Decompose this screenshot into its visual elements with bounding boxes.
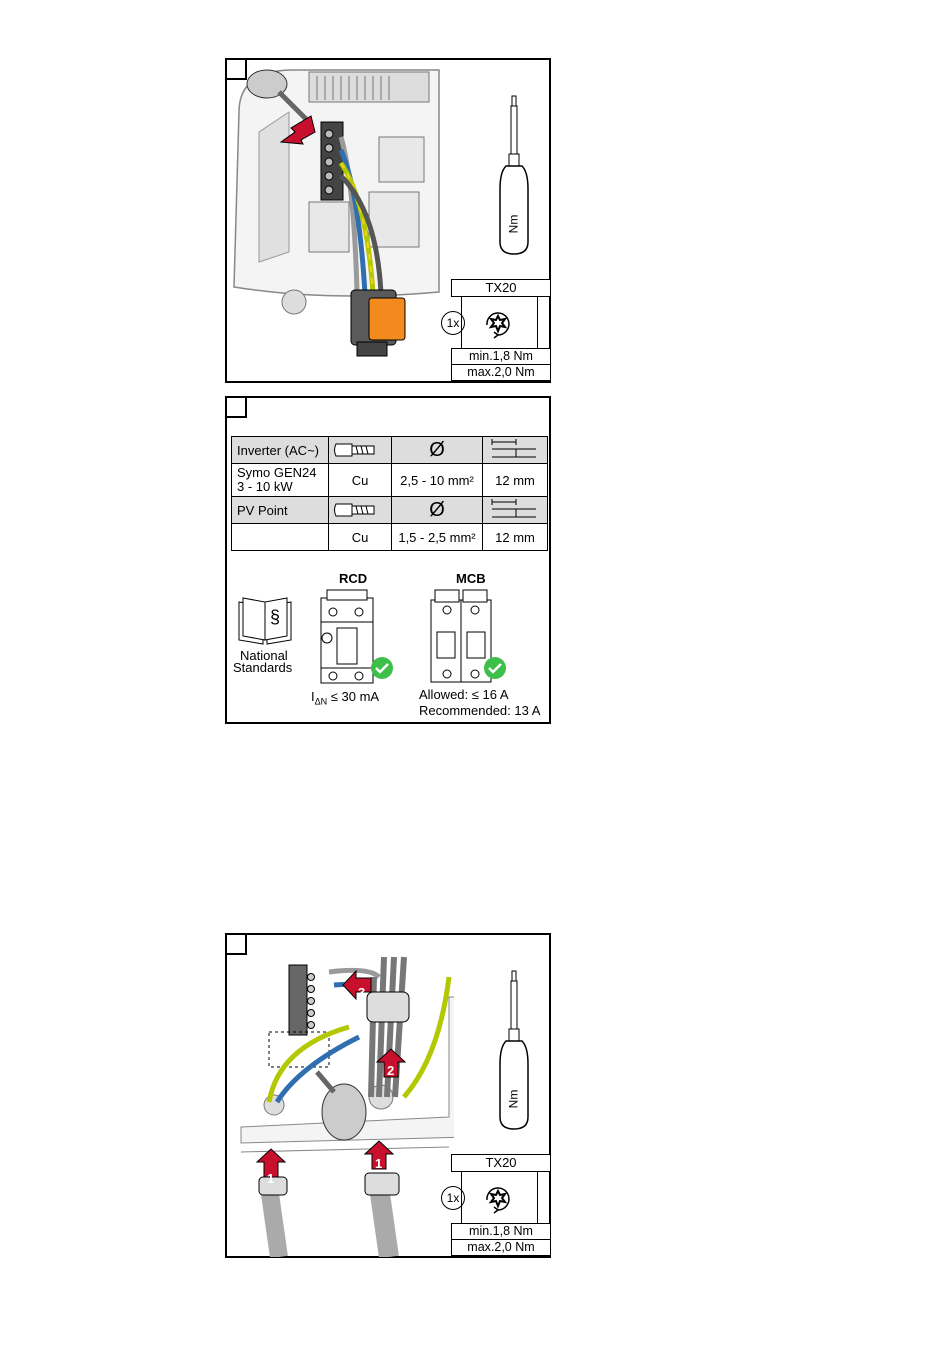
step-panel-wiring — [225, 58, 551, 383]
arrow-step-3: 3 — [358, 985, 366, 1000]
cross-section-cell: 1,5 - 2,5 mm² — [392, 524, 483, 551]
cable-routing-illustration — [229, 937, 454, 1257]
table-row — [232, 437, 548, 464]
torque-max: max.2,0 Nm — [451, 1239, 551, 1256]
torque-max: max.2,0 Nm — [451, 364, 551, 381]
table-row — [232, 497, 548, 524]
arrow-step-1-left: 1 — [267, 1171, 275, 1186]
table-row — [232, 524, 548, 551]
strip-length-cell: 12 mm — [483, 524, 548, 551]
step-panel-cable-routing — [225, 933, 551, 1258]
repetition-count: 1x — [441, 1186, 465, 1210]
rcd-current-rating — [311, 690, 379, 709]
rcd-current-limit: ≤ 30 mA — [330, 689, 380, 704]
strip-length-icon — [483, 437, 548, 464]
cable-spec-table — [231, 436, 548, 551]
tool-nm-label: Nm — [506, 214, 521, 234]
wiring-illustration — [229, 62, 449, 382]
rcd-title: RCD — [339, 571, 368, 586]
model-line-1: Symo GEN24 — [237, 465, 317, 480]
torx-rotate-icon — [481, 1182, 515, 1216]
arrow-step-1-right: 1 — [375, 1156, 383, 1171]
strip-length-icon — [483, 497, 548, 524]
rcd-current-subscript: ΔN — [314, 696, 328, 707]
bit-label: TX20 — [451, 1154, 551, 1172]
step-number-box — [225, 396, 247, 418]
empty-cell — [232, 524, 329, 551]
torque-screwdriver-icon — [494, 969, 534, 1134]
standards-line-1: National — [240, 648, 288, 663]
repetition-count: 1x — [441, 311, 465, 335]
rcd-current-symbol: I — [311, 689, 315, 704]
cable-icon — [329, 437, 392, 464]
group-label: Inverter (AC~) — [232, 437, 329, 464]
diameter-symbol: Ø — [392, 437, 483, 464]
cable-icon — [329, 497, 392, 524]
torque-spec-box — [446, 279, 551, 381]
torx-rotate-icon — [481, 307, 515, 341]
torque-spec-box — [446, 1154, 551, 1256]
torque-screwdriver-icon — [494, 94, 534, 259]
cross-section-cell: 2,5 - 10 mm² — [392, 464, 483, 497]
torque-min: min.1,8 Nm — [451, 348, 551, 365]
torque-min: min.1,8 Nm — [451, 1223, 551, 1240]
arrow-step-2: 2 — [387, 1063, 395, 1078]
material-cell: Cu — [329, 464, 392, 497]
material-cell: Cu — [329, 524, 392, 551]
table-row — [232, 464, 548, 497]
mcb-recommended: Recommended: 13 A — [419, 703, 541, 718]
standards-book-icon — [235, 596, 295, 646]
mcb-check-icon — [483, 656, 507, 680]
tool-nm-label: Nm — [506, 1089, 521, 1109]
rcd-check-icon — [370, 656, 394, 680]
diameter-symbol: Ø — [392, 497, 483, 524]
section-symbol: § — [270, 607, 281, 627]
model-cell — [232, 464, 329, 497]
group-label: PV Point — [232, 497, 329, 524]
bit-label: TX20 — [451, 279, 551, 297]
strip-length-cell: 12 mm — [483, 464, 548, 497]
step-panel-requirements — [225, 396, 551, 724]
mcb-allowed: Allowed: ≤ 16 A — [419, 687, 509, 702]
mcb-title: MCB — [456, 571, 486, 586]
standards-line-2: Standards — [233, 660, 293, 675]
model-line-2: 3 - 10 kW — [237, 479, 293, 494]
